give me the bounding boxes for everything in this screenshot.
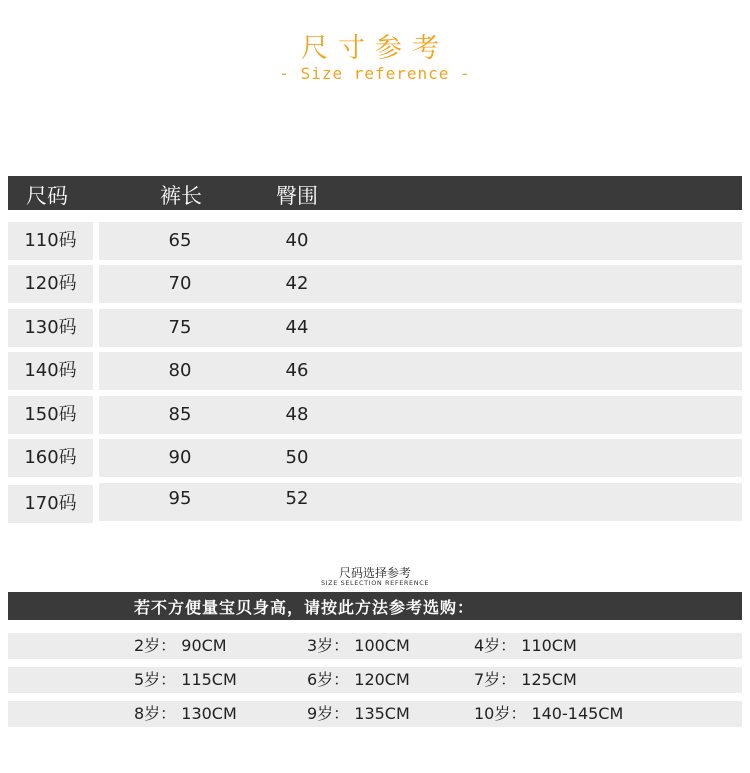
size-table-row bbox=[8, 483, 742, 521]
size-table-row bbox=[8, 396, 742, 434]
length-cell: 90 bbox=[168, 447, 192, 468]
size-cell: 170码 bbox=[8, 485, 93, 523]
selection-title: 尺码选择参考 bbox=[338, 566, 411, 580]
hip-cell: 40 bbox=[285, 230, 309, 251]
hip-cell: 44 bbox=[285, 317, 309, 338]
size-cell: 130码 bbox=[8, 309, 93, 347]
age-row bbox=[8, 667, 742, 693]
size-table-row bbox=[8, 439, 742, 477]
size-table-row bbox=[8, 265, 742, 303]
size-cell: 150码 bbox=[8, 396, 93, 434]
length-cell: 70 bbox=[168, 273, 192, 294]
age-cell: 5岁： 115CM bbox=[134, 670, 237, 689]
age-cell: 2岁： 90CM bbox=[134, 636, 227, 655]
length-cell: 65 bbox=[168, 230, 192, 251]
hip-cell: 50 bbox=[285, 447, 309, 468]
header-hip: 臀围 bbox=[276, 184, 318, 208]
age-cell: 9岁： 135CM bbox=[307, 704, 410, 723]
size-table-row bbox=[8, 352, 742, 390]
length-cell: 95 bbox=[168, 488, 192, 509]
hip-cell: 48 bbox=[285, 404, 309, 425]
page-title-zh: 尺寸参考 bbox=[301, 33, 449, 64]
hip-cell: 42 bbox=[285, 273, 309, 294]
size-cell: 160码 bbox=[8, 439, 93, 477]
age-cell: 4岁： 110CM bbox=[474, 636, 577, 655]
age-cell: 8岁： 130CM bbox=[134, 704, 237, 723]
selection-subtitle: SIZE SELECTION REFERENCE bbox=[320, 579, 430, 587]
page-title-en: - Size reference - bbox=[279, 64, 471, 83]
age-row bbox=[8, 633, 742, 659]
selection-header bbox=[8, 592, 742, 620]
length-cell: 80 bbox=[168, 360, 192, 381]
size-cell: 110码 bbox=[8, 222, 93, 260]
age-cell: 6岁： 120CM bbox=[307, 670, 410, 689]
age-cell: 3岁： 100CM bbox=[307, 636, 410, 655]
hip-cell: 52 bbox=[285, 488, 309, 509]
size-table-header bbox=[8, 176, 742, 210]
age-row bbox=[8, 701, 742, 727]
size-table-row bbox=[8, 222, 742, 260]
hip-cell: 46 bbox=[285, 360, 309, 381]
length-cell: 75 bbox=[168, 317, 192, 338]
size-cell: 120码 bbox=[8, 265, 93, 303]
selection-header-text: 若不方便量宝贝身高，请按此方法参考选购： bbox=[134, 598, 475, 617]
age-cell: 10岁： 140-145CM bbox=[474, 704, 624, 723]
size-table-row bbox=[8, 309, 742, 347]
length-cell: 85 bbox=[168, 404, 192, 425]
header-size: 尺码 bbox=[26, 184, 68, 208]
size-cell: 140码 bbox=[8, 352, 93, 390]
header-length: 裤长 bbox=[160, 184, 202, 208]
age-cell: 7岁： 125CM bbox=[474, 670, 577, 689]
